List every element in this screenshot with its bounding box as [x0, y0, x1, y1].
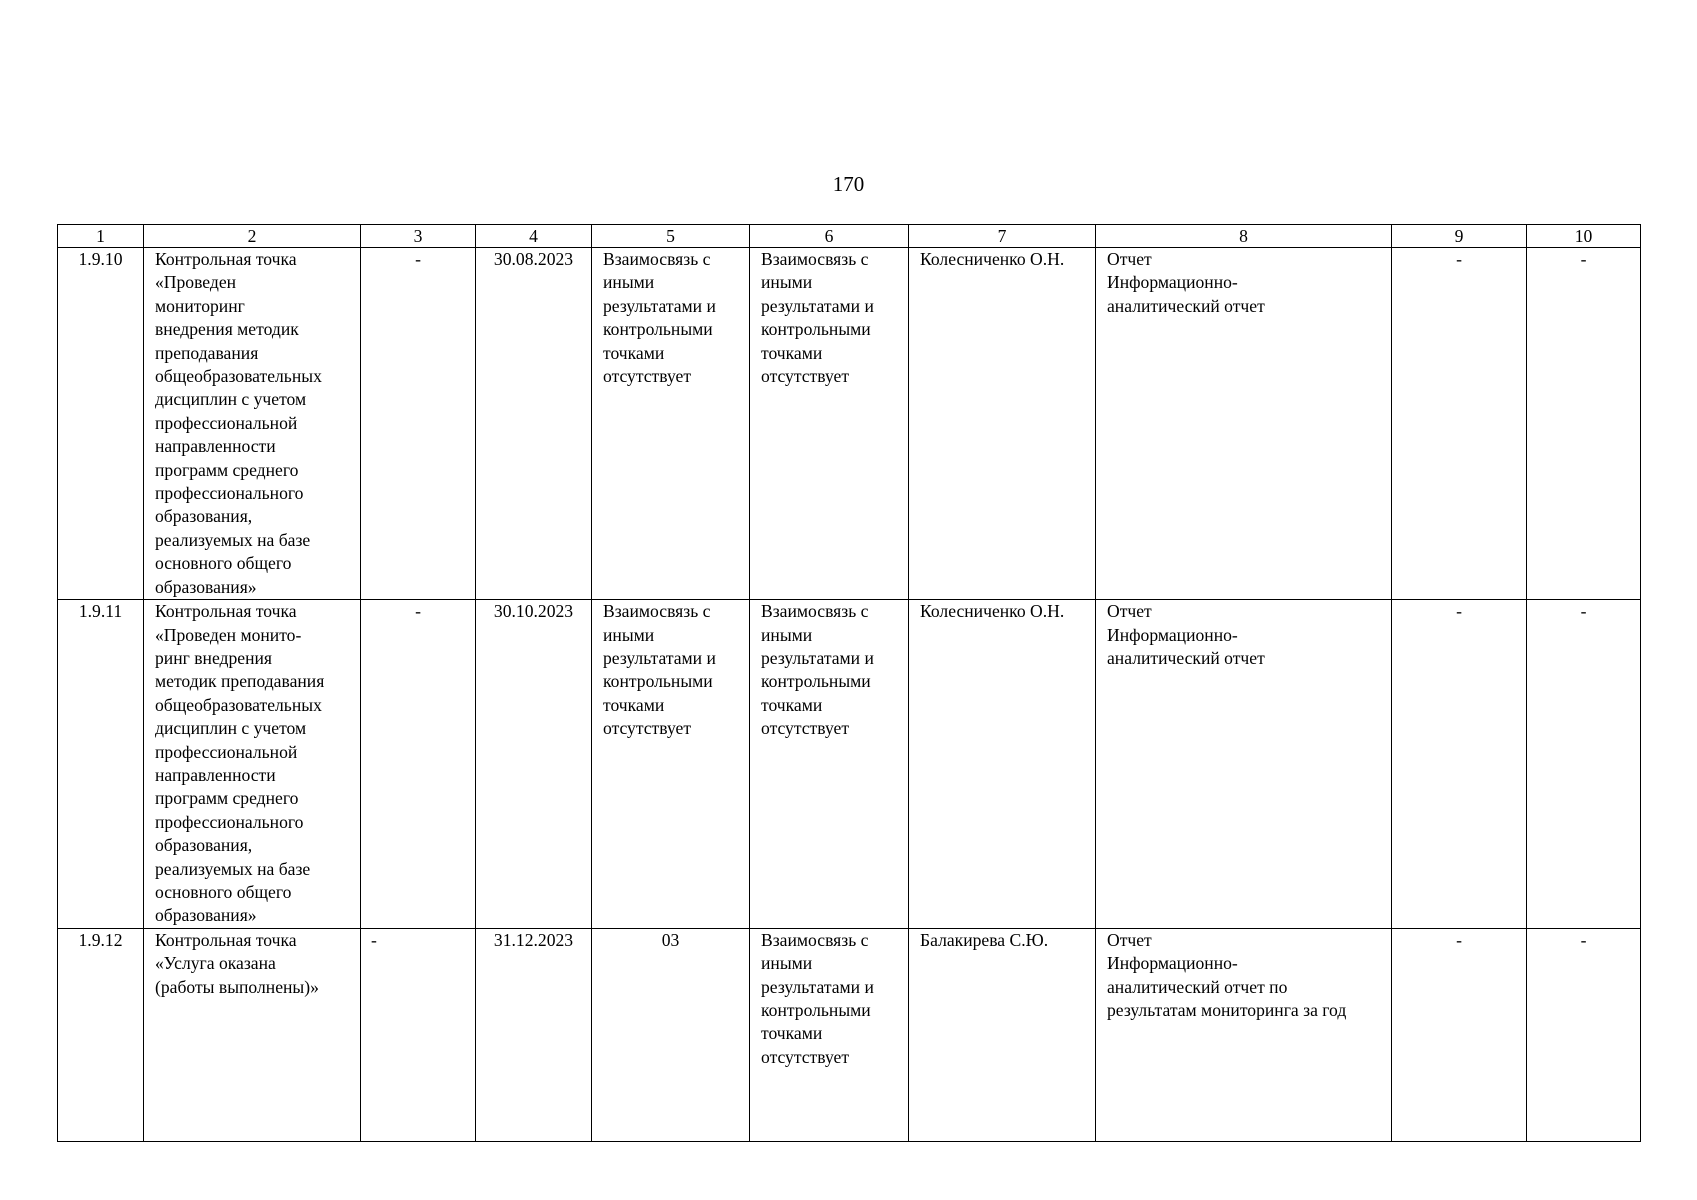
document-cell: Отчет Информационно- аналитический отчет [1096, 600, 1392, 929]
col9-cell: - [1392, 928, 1527, 1141]
relation-cell: Взаимосвязь с иными результатами и контрольными точками отсутствует [750, 248, 909, 600]
row-number-cell: 1.9.10 [58, 248, 144, 600]
table-row [58, 600, 1641, 929]
column-number-header: 7 [909, 225, 1096, 248]
document-cell: Отчет Информационно- аналитический отчет [1096, 248, 1392, 600]
column-number-header: 9 [1392, 225, 1527, 248]
column-number-header: 2 [144, 225, 361, 248]
table-header-row [58, 225, 1641, 248]
control-points-table [57, 224, 1641, 1142]
column-number-header: 8 [1096, 225, 1392, 248]
date-cell: 30.08.2023 [476, 248, 592, 600]
document-cell: Отчет Информационно- аналитический отчет по результатам мониторинга за год [1096, 928, 1392, 1141]
date-cell: 30.10.2023 [476, 600, 592, 929]
responsible-cell: Колесниченко О.Н. [909, 248, 1096, 600]
responsible-cell: Балакирева С.Ю. [909, 928, 1096, 1141]
table-row [58, 248, 1641, 600]
row-number-cell: 1.9.12 [58, 928, 144, 1141]
col9-cell: - [1392, 248, 1527, 600]
date-cell: 31.12.2023 [476, 928, 592, 1141]
control-point-name-cell: Контрольная точка «Проведен монито- ринг внедрения методик преподавания общеобразовательных дисциплин с учетом профессиональной направленности программ среднего профессионального образования, реализуемых на базе основного общего образования» [144, 600, 361, 929]
col10-cell: - [1527, 928, 1641, 1141]
col3-cell: - [361, 248, 476, 600]
col3-cell: - [361, 928, 476, 1141]
col10-cell: - [1527, 600, 1641, 929]
relation-cell: Взаимосвязь с иными результатами и контрольными точками отсутствует [592, 248, 750, 600]
column-number-header: 1 [58, 225, 144, 248]
relation-cell: Взаимосвязь с иными результатами и контрольными точками отсутствует [750, 600, 909, 929]
col10-cell: - [1527, 248, 1641, 600]
col9-cell: - [1392, 600, 1527, 929]
column-number-header: 6 [750, 225, 909, 248]
table-row [58, 928, 1641, 1141]
column-number-header: 4 [476, 225, 592, 248]
control-point-name-cell: Контрольная точка «Проведен мониторинг внедрения методик преподавания общеобразовательных дисциплин с учетом профессиональной направленности программ среднего профессионального образования, реализуемых на базе основного общего образования» [144, 248, 361, 600]
relation-cell: 03 [592, 928, 750, 1141]
relation-cell: Взаимосвязь с иными результатами и контрольными точками отсутствует [750, 928, 909, 1141]
relation-cell: Взаимосвязь с иными результатами и контрольными точками отсутствует [592, 600, 750, 929]
responsible-cell: Колесниченко О.Н. [909, 600, 1096, 929]
column-number-header: 3 [361, 225, 476, 248]
col3-cell: - [361, 600, 476, 929]
column-number-header: 5 [592, 225, 750, 248]
control-point-name-cell: Контрольная точка «Услуга оказана (работы выполнены)» [144, 928, 361, 1141]
column-number-header: 10 [1527, 225, 1641, 248]
row-number-cell: 1.9.11 [58, 600, 144, 929]
page-number: 170 [832, 172, 865, 196]
